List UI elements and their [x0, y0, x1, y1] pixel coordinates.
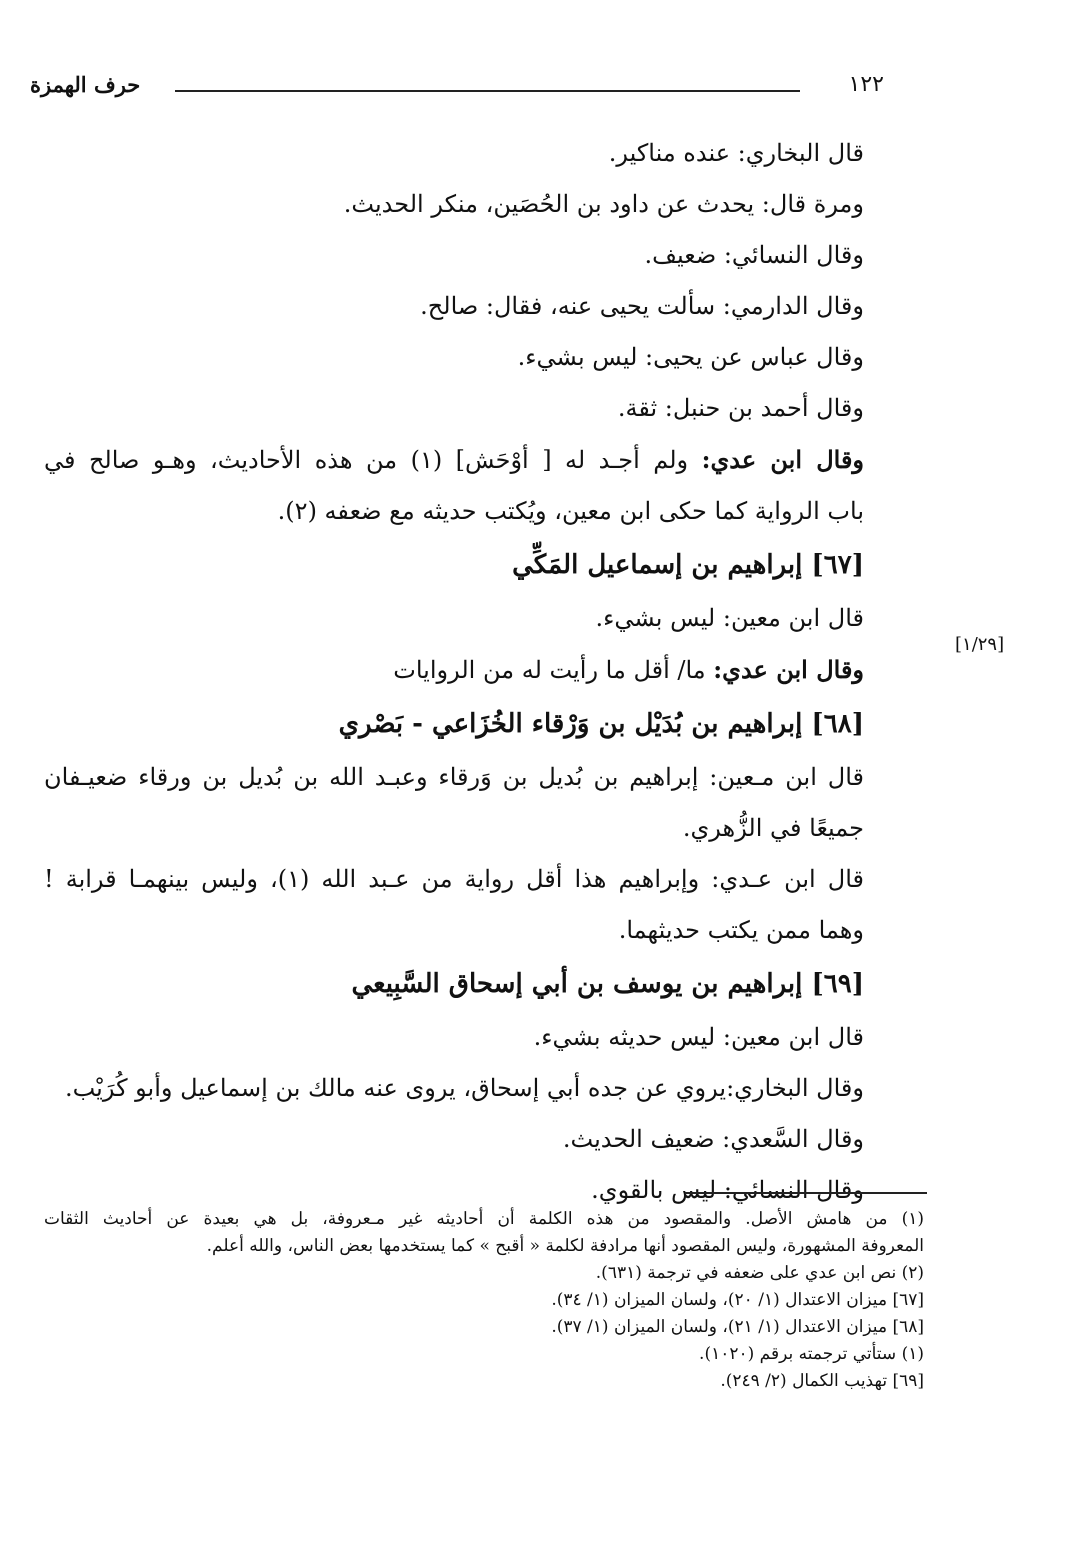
entry-heading-69: [٦٩] إبراهيم بن يوسف بن أبي إسحاق السَّبِيعي — [351, 969, 864, 999]
footnote-line: (٢) نص ابن عدي على ضعفه في ترجمة (٦٣١). — [595, 1263, 924, 1283]
footnote-rule — [685, 1192, 927, 1194]
text-line: قال ابن عـدي: وإبراهيم هذا أقل رواية من عـبد الله (١)، وليس بينهمـا قرابة ! — [44, 865, 864, 893]
entry-heading-67: [٦٧] إبراهيم بن إسماعيل المَكِّي — [512, 550, 864, 580]
header-rule — [175, 90, 800, 92]
text-line: وقال عباس عن يحيى: ليس بشيء. — [517, 343, 864, 371]
text-line: باب الرواية كما حكى ابن معين، ويُكتب حديثه مع ضعفه (٢). — [277, 497, 864, 525]
page-number: ١٢٢ — [848, 72, 884, 97]
text-line: ومرة قال: يحدث عن داود بن الحُصَين، منكر الحديث. — [343, 190, 864, 218]
text-line: وقال أحمد بن حنبل: ثقة. — [617, 394, 864, 422]
footnote-line: [٦٧] ميزان الاعتدال (١/ ٢٠)، ولسان الميزان (١/ ٣٤). — [551, 1290, 924, 1310]
margin-reference: [١/٢٩] — [955, 634, 1005, 655]
footnote-line: (١) ستأتي ترجمته برقم (١٠٢٠). — [699, 1344, 924, 1364]
page-header — [30, 72, 890, 112]
text-line: قال ابن مـعين: إبراهيم بن بُديل بن وَرقاء وعبـد الله بن بُديل بن ورقاء ضعيـفان — [44, 763, 864, 791]
footnote-line: [٦٨] ميزان الاعتدال (١/ ٢١)، ولسان الميزان (١/ ٣٧). — [551, 1317, 924, 1337]
text-line: وهما ممن يكتب حديثهما. — [618, 916, 864, 944]
main-text — [44, 128, 864, 1216]
text-line: وقال الدارمي: سألت يحيى عنه، فقال: صالح. — [420, 292, 864, 320]
text-line: وقال النسائي: ضعيف. — [644, 241, 864, 269]
text-line: قال ابن معين: ليس بشيء. — [595, 604, 864, 632]
footnote-line: (١) من هامش الأصل. والمقصود من هذه الكلمة أن أحاديثه غير مـعروفة، بل هي بعيدة عن أحاديث الثقات — [44, 1209, 924, 1229]
text-line: وقال السَّعدي: ضعيف الحديث. — [562, 1125, 864, 1153]
text-line: وقال النسائي: ليس بالقوي. — [591, 1176, 864, 1204]
footnotes — [44, 1206, 924, 1395]
footnote-line: [٦٩] تهذيب الكمال (٢/ ٢٤٩). — [720, 1371, 924, 1391]
entry-heading-68: [٦٨] إبراهيم بن بُدَيْل بن وَرْقاء الخُزَاعي - بَصْري — [338, 709, 864, 739]
text-line: وقال ابن عدي: ولم أجـد له [ أوْحَش] (١) من هذه الأحاديث، وهـو صالح في — [44, 445, 865, 474]
chapter-title: حرف الهمزة — [30, 72, 141, 97]
text-line: وقال البخاري:يروي عن جده أبي إسحاق، يروى عنه مالك بن إسماعيل وأبو كُرَيْب. — [64, 1074, 864, 1102]
text-line: قال ابن معين: ليس حديثه بشيء. — [533, 1023, 864, 1051]
text-line: جميعًا في الزُّهري. — [682, 814, 864, 842]
text-line: وقال ابن عدي: ما/ أقل ما رأيت له من الروايات — [393, 655, 864, 684]
text-line: قال البخاري: عنده مناكير. — [608, 139, 864, 167]
footnote-line: المعروفة المشهورة، وليس المقصود أنها مرادفة لكلمة « أقبح » كما يستخدمها بعض الناس، والله أعلم. — [206, 1236, 924, 1256]
